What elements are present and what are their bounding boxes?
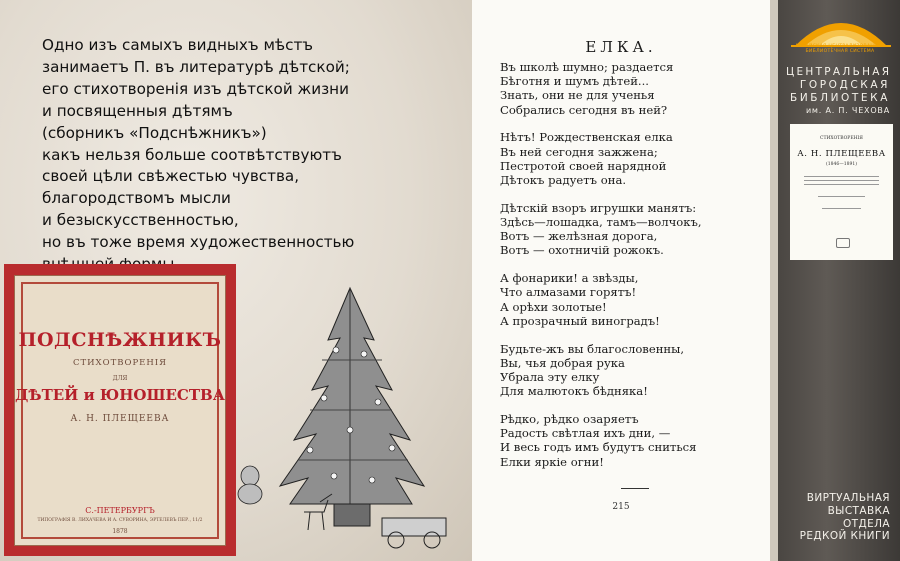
page-number: 215: [612, 502, 630, 512]
exhibition-line: ВИРТУАЛЬНАЯ: [806, 492, 890, 504]
poem-line: А орѣхи золотые!: [500, 299, 607, 314]
christmas-tree-illustration: [232, 280, 472, 561]
cover-city: С.-ПЕТЕРБУРГЪ: [85, 506, 155, 515]
book-title-page: [790, 124, 893, 260]
poem-line: Убрала эту елку: [500, 370, 600, 385]
poem-line: Вотъ — желѣзная дорога,: [500, 229, 658, 244]
poem-stanza: [500, 412, 760, 469]
exhibition-line: РЕДКОЙ КНИГИ: [799, 530, 890, 543]
poem-line: Въ школѣ шумно; раздается: [500, 60, 674, 74]
poem-line: Для малютокъ бѣдняка!: [500, 384, 648, 399]
title-page-text-line: [804, 180, 879, 181]
intro-line: (сборникъ «Подснѣжникъ»): [42, 123, 267, 142]
intro-line: занимаетъ П. въ литературѣ дѣтской;: [42, 57, 350, 76]
title-page-text-line: [822, 208, 861, 209]
intro-line: своей цѣли свѣжестью чувства,: [42, 167, 300, 186]
exhibition-label: [786, 492, 890, 543]
poem-text: [500, 60, 760, 482]
poem-line: Собрались сегодня въ ней?: [500, 102, 668, 117]
intro-line: но въ тоже время художественностью: [42, 233, 355, 252]
intro-text: [42, 35, 462, 276]
poem-line: Радость свѣтлая ихъ дни, —: [500, 426, 671, 441]
poem-line: Нѣтъ! Рождественская елка: [500, 130, 673, 145]
intro-line: благородствомъ мысли: [42, 189, 231, 208]
poem-line: Что алмазами горятъ!: [500, 285, 637, 300]
poem-line: Вы, чья добрая рука: [500, 355, 625, 370]
book-cover: [4, 264, 236, 556]
intro-line: Одно изъ самыхъ видныхъ мѣстъ: [42, 36, 314, 54]
cover-dlya: ДЛЯ: [112, 375, 128, 382]
poem-line: Бѣготня и шумъ дѣтей...: [500, 74, 649, 89]
book-cover-page: [14, 275, 226, 546]
title-page-genre: СТИХОТВОРЕНІЯ: [820, 136, 863, 141]
intro-line: какъ нельзя больше соотвѣтствуютъ: [42, 145, 342, 164]
library-line-1: ЦЕНТРАЛЬНАЯ: [786, 66, 892, 78]
cover-audience: ДѢТЕЙ и ЮНОШЕСТВА: [15, 386, 225, 404]
poem-page: [472, 0, 770, 561]
poem-stanza: [500, 271, 760, 328]
poem-line: Дѣтокъ радуетъ она.: [500, 173, 627, 188]
cover-subtitle: СТИХОТВОРЕНІЯ: [72, 358, 168, 368]
gutter: [770, 0, 778, 561]
intro-line: и посвященныя дѣтямъ: [42, 101, 233, 120]
page-rule: [621, 488, 649, 489]
poem-title: ЕЛКА.: [585, 38, 657, 56]
title-page-text-line: [804, 184, 879, 185]
poem-line: Въ ней сегодня зажжена;: [500, 144, 658, 159]
title-page-author: А. Н. ПЛЕЩЕЕВА: [797, 149, 886, 159]
cover-year: 1878: [112, 528, 128, 535]
poem-line: Будьте-жъ вы благословенны,: [500, 341, 685, 356]
poem-line: Елки яркіе огни!: [500, 454, 604, 469]
poem-stanza: [500, 130, 760, 187]
intro-line: его стихотворенія изъ дѣтской жизни: [42, 79, 349, 98]
poem-stanza: [500, 342, 760, 399]
library-name: [786, 66, 890, 116]
cover-title: ПОДСНѢЖНИКЪ: [18, 329, 222, 351]
exhibition-line: ВЫСТАВКА: [827, 504, 890, 517]
library-line-3: БИБЛИОТЕКА: [790, 92, 890, 104]
poem-stanza: [500, 201, 760, 258]
poem-line: Здѣсь—лошадка, тамъ—волчокъ,: [500, 215, 702, 230]
library-line-2: ГОРОДСКАЯ: [799, 79, 890, 91]
exhibition-line: ОТДЕЛА: [843, 517, 890, 530]
title-page-text-line: [804, 176, 879, 177]
library-logo-text: АЛТАЙСКАЯ ЦЕНТРАЛИЗОВАННАЯ БИБЛИОТЕЧНАЯ СИСТЕМА: [795, 44, 885, 55]
poem-line: Знать, они не для ученья: [500, 88, 655, 103]
poem-line: Вотъ — охотничій рожокъ.: [500, 243, 664, 258]
poem-line: А прозрачный виноградъ!: [500, 313, 660, 328]
intro-line: и безыскусственностью,: [42, 211, 239, 230]
poem-line: Рѣдко, рѣдко озаряетъ: [500, 412, 639, 427]
cover-printer: ТИПОГРАФІЯ В. ЛИХАЧЕВА И А. СУВОРИНА, ЭРТЕЛЕВЪ ПЕР., 11/2: [37, 518, 203, 523]
library-line-4: им. А. П. ЧЕХОВА: [805, 106, 890, 115]
poem-line: А фонарики! а звѣзды,: [500, 271, 639, 286]
title-page-text-line: [818, 196, 865, 197]
poem-line: Дѣтскій взоръ игрушки манятъ:: [500, 200, 697, 215]
poem-stanza: [500, 60, 760, 117]
cover-border: [21, 282, 219, 539]
publisher-emblem-icon: [836, 238, 850, 248]
title-page-years: (1846—1891): [826, 162, 857, 167]
poem-line: Пестротой своей нарядной: [500, 158, 667, 173]
poem-line: И весь годъ имъ будутъ сниться: [500, 440, 697, 455]
cover-author: А. Н. ПЛЕЩЕЕВА: [70, 414, 170, 424]
